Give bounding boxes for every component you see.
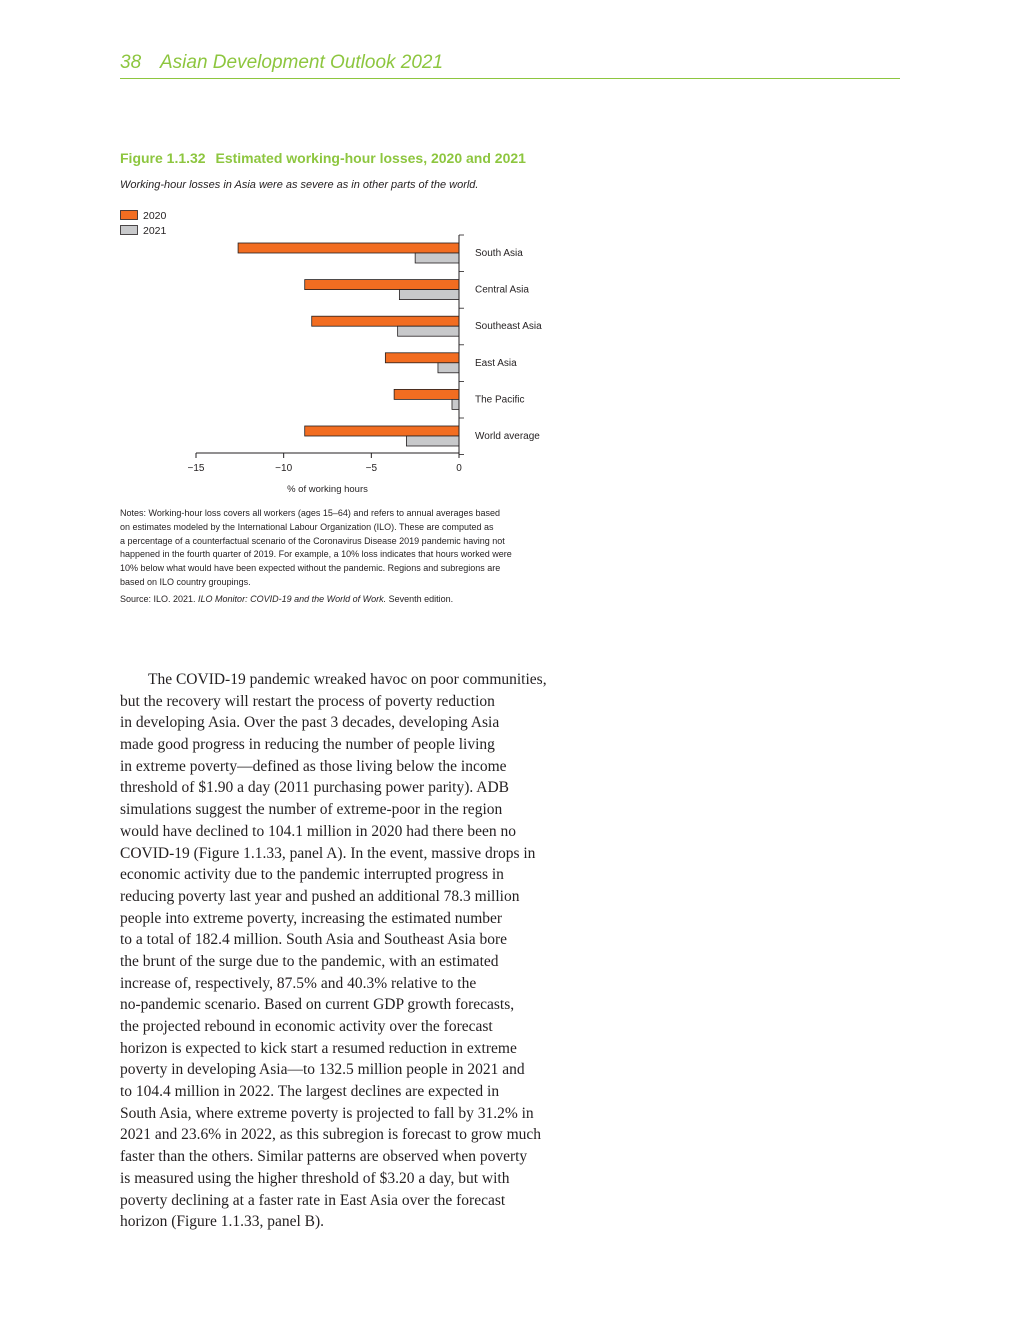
bar-2020-world-average [305,426,459,436]
category-label: World average [475,431,540,442]
body-line: The COVID-19 pandemic wreaked havoc on poor communities, [148,671,547,688]
figure-notes [120,507,590,590]
body-line: poverty declining at a faster rate in East Asia over the forecast [120,1191,506,1209]
figure-number: Figure 1.1.32 [120,150,206,166]
notes-line: happened in the fourth quarter of 2019. For example, a 10% loss indicates that hours worked were [120,549,512,560]
category-label: East Asia [475,357,517,369]
body-line: horizon (Figure 1.1.33, panel B). [120,1213,325,1231]
figure-source [120,594,590,604]
bar-2020-southeast-asia [312,316,459,326]
body-line: the projected rebound in economic activity over the forecast [120,1018,493,1035]
legend-label-2020: 2020 [143,210,167,222]
notes-line: on estimates modeled by the International Labour Organization (ILO). These are computed as [120,521,494,532]
x-tick-label: −5 [365,463,378,474]
bar-2021-central-asia [399,290,459,300]
bar-2020-south-asia [238,243,459,253]
body-line: reducing poverty last year and pushed an additional 78.3 million [120,887,520,905]
body-line: faster than the others. Similar patterns are observed when poverty [120,1148,528,1166]
figure-subtitle: Working-hour losses in Asia were as severe as in other parts of the world. [120,179,479,191]
legend-swatch-2020 [121,211,138,220]
notes-line: Notes: Working-hour loss covers all workers (ages 15–64) and refers to annual averages based [120,508,501,518]
body-line: to 104.4 million in 2022. The largest declines are expected in [120,1083,500,1101]
running-head [120,52,900,79]
x-axis-title: % of working hours [287,484,368,495]
body-line: South Asia, where extreme poverty is projected to fall by 31.2% in [120,1104,534,1122]
body-line: 2021 and 23.6% in 2022, as this subregion is forecast to grow much [120,1126,542,1144]
source-prefix: Source: ILO. 2021. [120,594,199,604]
body-line: would have declined to 104.1 million in 2020 had there been no [120,822,517,840]
notes-line: based on ILO country groupings. [120,576,251,587]
body-line: in extreme poverty—defined as those living below the income [120,757,507,775]
body-line: increase of, respectively, 87.5% and 40.3% relative to the [120,974,477,992]
category-label: Southeast Asia [475,321,542,333]
figure-title [120,150,526,166]
body-line: threshold of $1.90 a day (2011 purchasing power parity). ADB [120,779,509,797]
figure-title-text: Estimated working-hour losses, 2020 and 2021 [215,150,526,166]
bar-2021-world-average [406,436,459,446]
category-label: South Asia [475,248,523,259]
x-tick-label: −10 [275,463,293,474]
body-line: economic activity due to the pandemic interrupted progress in [120,866,504,884]
body-line: to a total of 182.4 million. South Asia and Southeast Asia bore [120,931,508,949]
body-line: COVID-19 (Figure 1.1.33, panel A). In the event, massive drops in [120,844,536,862]
page-number: 38 [120,52,142,73]
bar-chart [115,205,585,500]
bar-2021-south-asia [415,253,459,263]
body-line: but the recovery will restart the process of poverty reduction [120,692,495,710]
bar-2021-southeast-asia [398,326,459,336]
publication-title: Asian Development Outlook 2021 [160,52,444,73]
notes-line: 10% below what would have been expected without the pandemic. Regions and subregions are [120,563,501,574]
body-line: made good progress in reducing the number of people living [120,736,495,754]
body-line: simulations suggest the number of extreme-poor in the region [120,801,503,819]
bar-2021-the-pacific [452,399,459,409]
category-label: The Pacific [475,394,525,406]
body-line: no-pandemic scenario. Based on current GDP growth forecasts, [120,996,515,1014]
body-line: horizon is expected to kick start a resumed reduction in extreme [120,1039,517,1057]
bar-2021-east-asia [438,363,459,373]
body-line: the brunt of the surge due to the pandemic, with an estimated [120,952,499,970]
source-suffix: Seventh edition. [386,594,454,604]
body-line: in developing Asia. Over the past 3 decades, developing Asia [120,714,500,732]
bar-2020-east-asia [385,353,459,363]
body-line: is measured using the higher threshold of $3.20 a day, but with [120,1169,510,1187]
source-title: ILO Monitor: COVID-19 and the World of Work. [198,594,387,604]
body-paragraph [120,669,625,1233]
category-label: Central Asia [475,284,529,296]
body-line: poverty in developing Asia—to 132.5 million people in 2021 and [120,1061,525,1079]
x-tick-label: −15 [187,463,205,474]
bar-2020-central-asia [305,280,459,290]
legend-swatch-2021 [121,226,138,235]
bar-2020-the-pacific [394,389,459,399]
legend-label-2021: 2021 [143,225,167,237]
x-tick-label: 0 [456,463,462,474]
notes-line: a percentage of a counterfactual scenario of the Coronavirus Disease 2019 pandemic having not [120,535,505,546]
body-line: people into extreme poverty, increasing the estimated number [120,909,503,927]
